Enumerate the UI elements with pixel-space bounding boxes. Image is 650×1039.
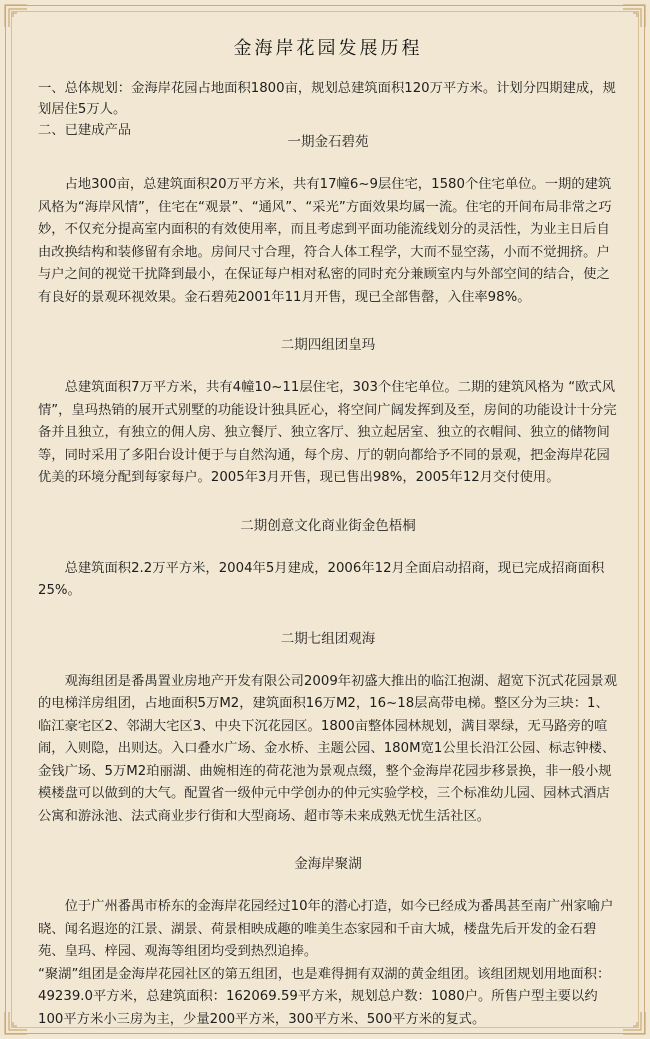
phase-paragraph: “聚湖”组团是金海岸花园社区的第五组团，也是难得拥有双湖的黄金组团。该组团规划用地面积：49239.0平方米，总建筑面积：162069.59平方米，规划总户数：1080户。所售户型主要以约100平方米小三房为主，少量200平方米，300平方米、500平方米的复式。 (38, 966, 611, 1027)
phase-paragraph: 总建筑面积7万平方米，共有4幢10~11层住宅，303个住宅单位。二期的建筑风格为 “欧式风情”，皇玛热销的展开式别墅的功能设计独具匠心，将空间广阔发挥到及至，房间的功能设计十分完备并且独立，有独立的佣人房、独立餐厅、独立客厅、独立起居室、独立的衣帽间、独立的储物间等，同时采用了多阳台设计便于与自然沟通，每个房、厅的朝向都给予不同的景观，把金海岸花园优美的环境分配到每家每户。2005年3月开售，现已售出98%，2005年12月交付使用。 (38, 380, 617, 485)
built-products-label: 二、已建成产品 (38, 123, 132, 138)
corner-ornament-icon (3, 3, 29, 29)
document-content (38, 30, 618, 1031)
corner-ornament-icon (621, 1010, 647, 1036)
phase-paragraph: 观海组团是番禺置业房地产开发有限公司2009年初盛大推出的临江抱湖、超宽下沉式花园景观的电梯洋房组团，占地面积5万M2，建筑面积16万M2，16~18层高带电梯。整区分为三块：1、临江豪宅区2、邻湖大宅区3、中央下沉花园区。1800亩整体园林规划，满目翠绿，无马路旁的喧闹，入则隐，出则达。入口叠水广场、金水桥、主题公园、180M宽1公里长沿江公园、标志钟楼、金钱广场、5万M2珀丽湖、曲婉相连的荷花池为景观点缀，整个金海岸花园步移景换，非一般小规模楼盘可以做到的大气。配置省一级仲元中学创办的仲元实验学校，三个标准幼儿园、园林式酒店公寓和游泳池、法式商业步行街和大型商场、超市等未来成熟无忧生活社区。 (38, 673, 618, 824)
phase-section (38, 854, 618, 1031)
phase-paragraph: 总建筑面积2.2万平方米，2004年5月建成，2006年12月全面启动招商，现已完成招商面积25%。 (38, 560, 605, 598)
phase-title: 二期七组团观海 (280, 630, 376, 647)
phase-title: 二期创意文化商业街金色梧桐 (240, 517, 416, 534)
phase-title: 一期金石碧苑 (287, 134, 369, 150)
phase-section (38, 516, 618, 603)
corner-ornament-icon (621, 3, 647, 29)
corner-ornament-icon (3, 1010, 29, 1036)
phase-title: 二期四组团皇玛 (280, 337, 376, 353)
page-title: 金海岸花园发展历程 (233, 38, 423, 59)
phase-paragraph: 位于广州番禺市桥东的金海岸花园经过10年的潜心打造，如今已经成为番禺甚至南广州家喻户晓、闻名遐迩的江景、湖景、荷景相映成趣的唯美生态家园和千亩大城，楼盘先后开发的金石碧苑、皇玛、梓园、观海等组团均受到热烈追捧。 (38, 899, 614, 959)
phase-section (38, 132, 618, 309)
phase-paragraph: 占地300亩，总建筑面积20万平方米，共有17幢6~9层住宅，1580个住宅单位。一期的建筑风格为“海岸风情”，住宅在“观景”、“通风”、“采光”方面效果均属一流。住宅的开间布局非常之巧妙，不仅充分提高室内面积的有效使用率，而且考虑到平面功能流线划分的灵活性，为业主日后自由改换结构和装修留有余地。房间尺寸合理，符合人体工程学，大而不显空荡，小而不觉拥挤。户与户之间的视觉干扰降到最小，在保证每户相对私密的同时充分兼顾室内与外部空间的结合，使之有良好的景观环视效果。金石碧苑2001年11月开售，现已全部售罄，入住率98%。 (38, 177, 612, 305)
phase-section (38, 335, 618, 490)
phase-title: 金海岸聚湖 (294, 856, 362, 872)
phase-section (38, 629, 618, 829)
overall-plan-text: 一、总体规划：金海岸花园占地面积1800亩，规划总建筑面积120万平方米。计划分四期建成，规划居住5万人。 (38, 81, 616, 117)
